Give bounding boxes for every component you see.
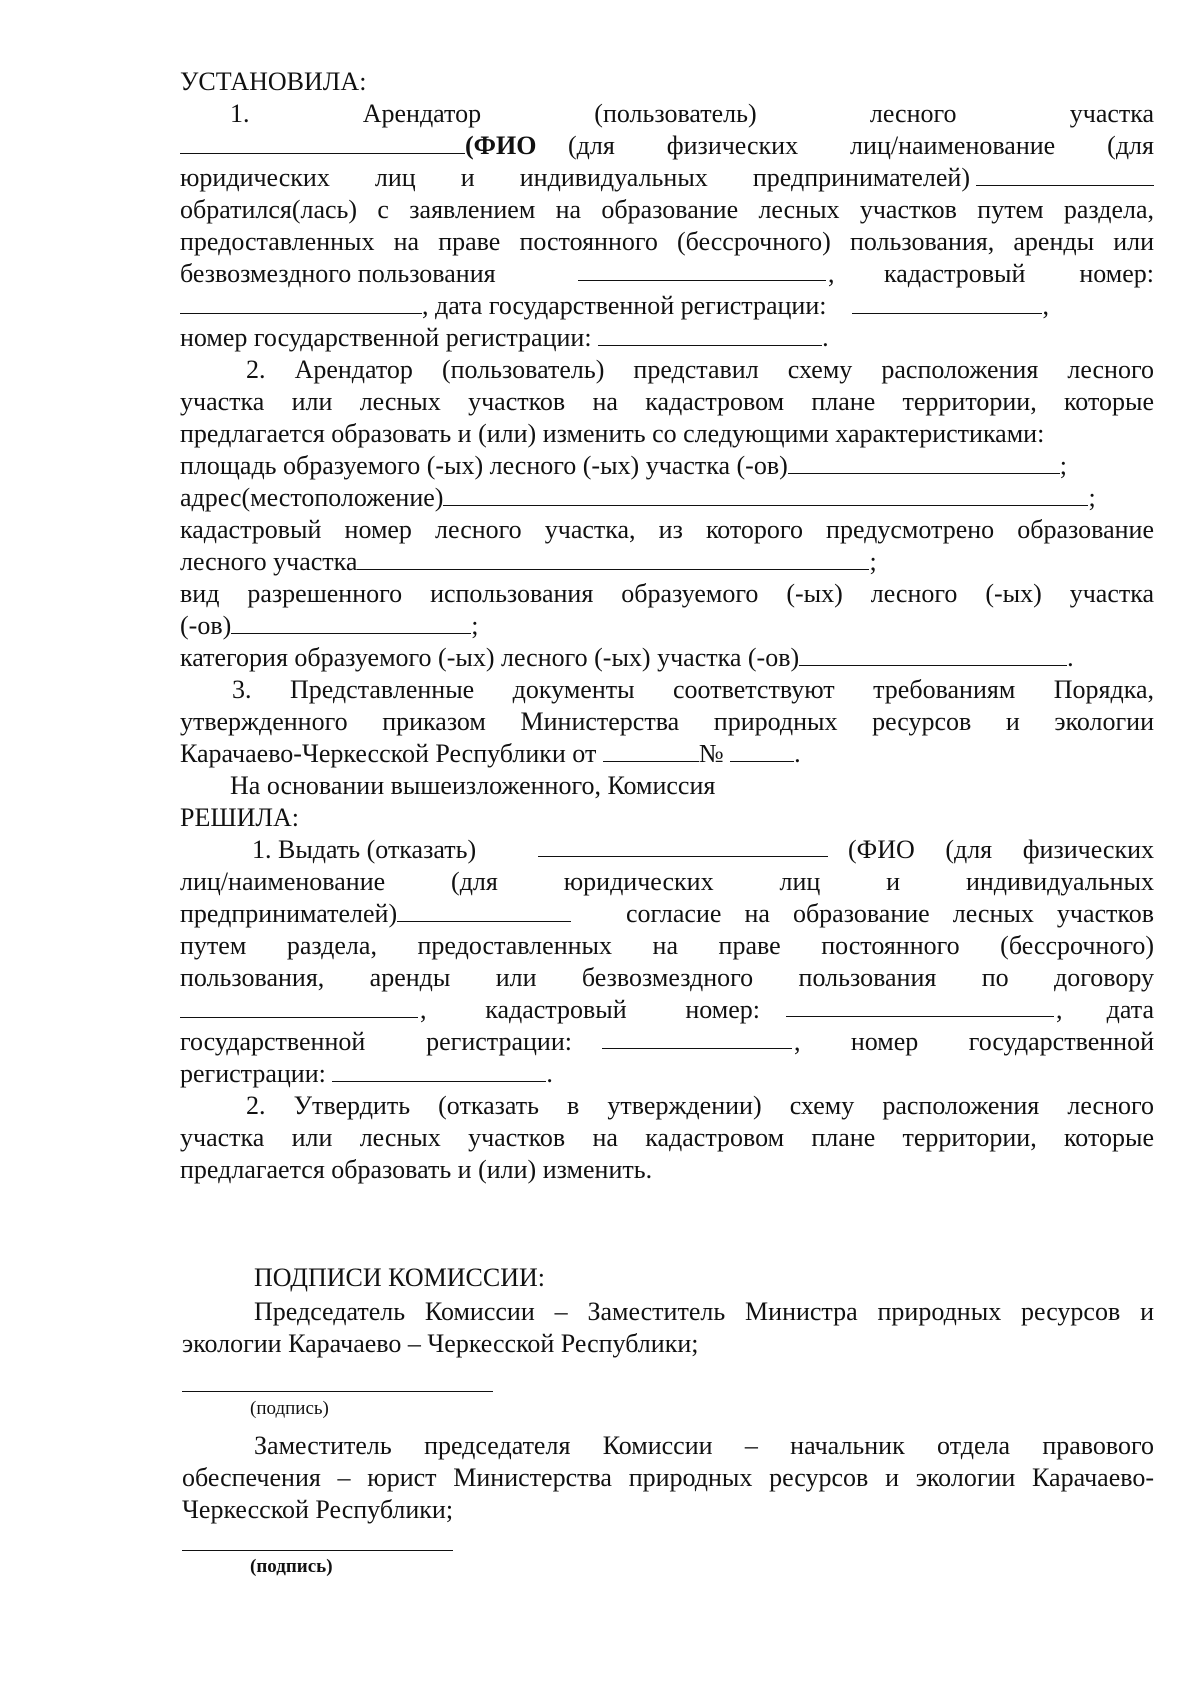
established-p3-line3: Карачаево-Черкесской Республики от № . (180, 739, 801, 768)
deputy-line2: обеспечения – юрист Министерства природных ресурсов и экологии Карачаево- (182, 1463, 1154, 1492)
deputy-signature-line (182, 1550, 453, 1551)
order-date-blank (603, 739, 699, 762)
decided-p1-line4: путем раздела, предоставленных на праве постоянного (бессрочного) (180, 931, 1154, 960)
established-p1-line4: обратился(лась) с заявлением на образование лесных участков путем раздела, (180, 195, 1154, 224)
permitted-use-line1: вид разрешенного использования образуемого (-ых) лесного (-ых) участка (180, 579, 1154, 608)
decision-fio-blank (538, 834, 828, 857)
category-line: категория образуемого (-ых) лесного (-ых) участка (-ов) . (180, 643, 1074, 672)
chair-signature-caption: (подпись) (250, 1398, 329, 1419)
cadastral-blank (180, 291, 422, 314)
decided-p2-line2: участка или лесных участков на кадастровом плане территории, которые (180, 1123, 1154, 1152)
cadastral-source-line1: кадастровый номер лесного участка, из которого предусмотрено образование (180, 515, 1154, 544)
established-p1-line7: , дата государственной регистрации: , (180, 290, 1154, 322)
decided-p2-line3: предлагается образовать и (или) изменить. (180, 1155, 653, 1184)
decided-p1-line6: , кадастровый номер: , дата (180, 994, 1154, 1026)
decided-p1-line8: регистрации: . (180, 1059, 553, 1088)
contract-blank (578, 258, 826, 281)
permitted-use-blank (231, 611, 471, 634)
deputy-line3: Черкесской Республики; (182, 1495, 454, 1524)
reg-date-blank (852, 291, 1042, 314)
fio-blank (180, 131, 465, 154)
decision-reg-number-blank (332, 1059, 546, 1082)
established-p3-line1: 3. Представленные документы соответствуют требованиям Порядка, (232, 675, 1154, 704)
area-line: площадь образуемого (-ых) лесного (-ых) участка (-ов) ; (180, 451, 1067, 480)
established-p1-line8: номер государственной регистрации: . (180, 323, 829, 352)
reg-number-blank (598, 323, 822, 346)
address-line: адрес(местоположение) ; (180, 483, 1096, 512)
signatures-heading: ПОДПИСИ КОМИССИИ: (254, 1263, 545, 1292)
cadastral-source-line2: лесного участка ; (180, 547, 877, 576)
deputy-signature-caption: (подпись) (250, 1556, 333, 1577)
address-blank (443, 483, 1088, 506)
established-p1-line3: юридических лиц и индивидуальных предпринимателей) (180, 162, 1154, 194)
decided-p1-line1: 1. Выдать (отказать) (ФИО (для физических (252, 835, 1154, 864)
decision-reg-date-blank (602, 1026, 792, 1049)
established-p1-line5: предоставленных на праве постоянного (бессрочного) пользования, аренды или (180, 227, 1154, 256)
chair-line1: Председатель Комиссии – Заместитель Министра природных ресурсов и (254, 1297, 1154, 1326)
order-number-blank (730, 739, 794, 762)
decided-p2-line1: 2. Утвердить (отказать в утверждении) схему расположения лесного (246, 1091, 1154, 1120)
decided-p1-line7: государственной регистрации: , номер государственной (180, 1027, 1154, 1056)
chair-line2: экологии Карачаево – Черкесской Республики; (182, 1329, 699, 1358)
established-p2-line3: предлагается образовать и (или) изменить со следующими характеристиками: (180, 419, 1045, 448)
heading-decided: РЕШИЛА: (180, 803, 299, 832)
source-cadastral-blank (357, 547, 869, 570)
deputy-line1: Заместитель председателя Комиссии – начальник отдела правового (254, 1431, 1154, 1460)
basis-line: На основании вышеизложенного, Комиссия (230, 771, 716, 800)
decided-p1-line2: лиц/наименование (для юридических лиц и индивидуальных (180, 867, 1154, 896)
heading-established: УСТАНОВИЛА: (180, 67, 367, 96)
established-p1-line1: 1. Арендатор (пользователь) лесного участка (230, 99, 1155, 128)
entrepreneur-blank (976, 163, 1154, 186)
established-p1-line6: безвозмездного пользования , кадастровый номер: (180, 259, 1154, 288)
decision-cadastral-blank (786, 994, 1054, 1017)
decided-p1-line5: пользования, аренды или безвозмездного пользования по договору (180, 963, 1154, 992)
decision-contract-blank (180, 995, 418, 1018)
decision-entrepreneur-blank (397, 899, 571, 922)
established-p3-line2: утвержденного приказом Министерства природных ресурсов и экологии (180, 707, 1154, 736)
chair-signature-line (182, 1391, 493, 1392)
category-blank (799, 643, 1067, 666)
established-p2-line1: 2. Арендатор (пользователь) представил схему расположения лесного (246, 355, 1154, 384)
decided-p1-line3: предпринимателей) согласие на образование лесных участков (180, 899, 1154, 928)
permitted-use-line2: (-ов) ; (180, 611, 479, 640)
established-p2-line2: участка или лесных участков на кадастровом плане территории, которые (180, 387, 1154, 416)
established-p1-line2: (ФИО (для физических лиц/наименование (для (180, 130, 1154, 162)
area-blank (788, 451, 1060, 474)
